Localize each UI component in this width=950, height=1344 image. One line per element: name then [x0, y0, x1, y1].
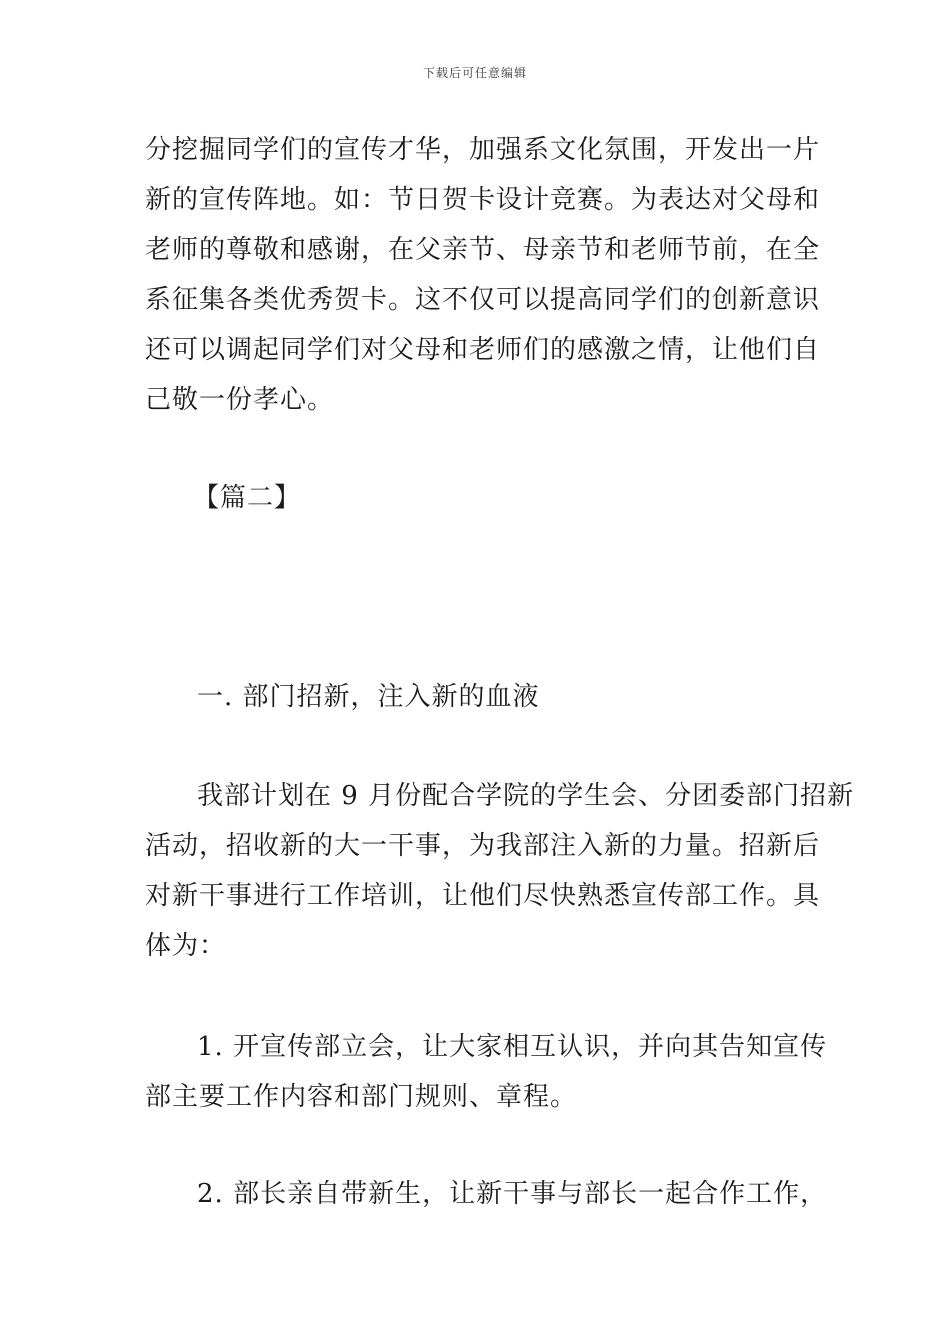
paragraph-line: 体为：	[145, 931, 227, 961]
paragraph-line: 分挖掘同学们的宣传才华，加强系文化氛围，开发出一片	[145, 135, 821, 165]
paragraph-line: 还可以调起同学们对父母和老师们的感激之情，让他们自	[145, 335, 821, 365]
header-note: 下载后可任意编辑	[422, 66, 527, 80]
list-item-line: 1. 开宣传部立会，让大家相互认识，并向其告知宣传	[197, 1032, 828, 1062]
paragraph-line: 活动，招收新的大一干事，为我部注入新的力量。招新后	[145, 831, 821, 861]
paragraph-line: 系征集各类优秀贺卡。这不仅可以提高同学们的创新意识	[145, 285, 821, 315]
paragraph-line: 老师的尊敬和感谢，在父亲节、母亲节和老师节前，在全	[145, 235, 821, 265]
section-title: 【篇二】	[193, 483, 302, 513]
list-item-line: 2. 部长亲自带新生，让新干事与部长一起合作工作，	[197, 1179, 828, 1209]
paragraph-line: 新的宣传阵地。如：节日贺卡设计竞赛。为表达对父母和	[145, 185, 821, 215]
subheading: 一. 部门招新，注入新的血液	[197, 682, 540, 712]
list-item-line: 部主要工作内容和部门规则、章程。	[145, 1082, 578, 1112]
paragraph-line: 我部计划在 9 月份配合学院的学生会、分团委部门招新	[197, 781, 855, 811]
paragraph-line: 对新干事进行工作培训，让他们尽快熟悉宣传部工作。具	[145, 881, 821, 911]
paragraph-line: 己敬一份孝心。	[145, 385, 335, 415]
